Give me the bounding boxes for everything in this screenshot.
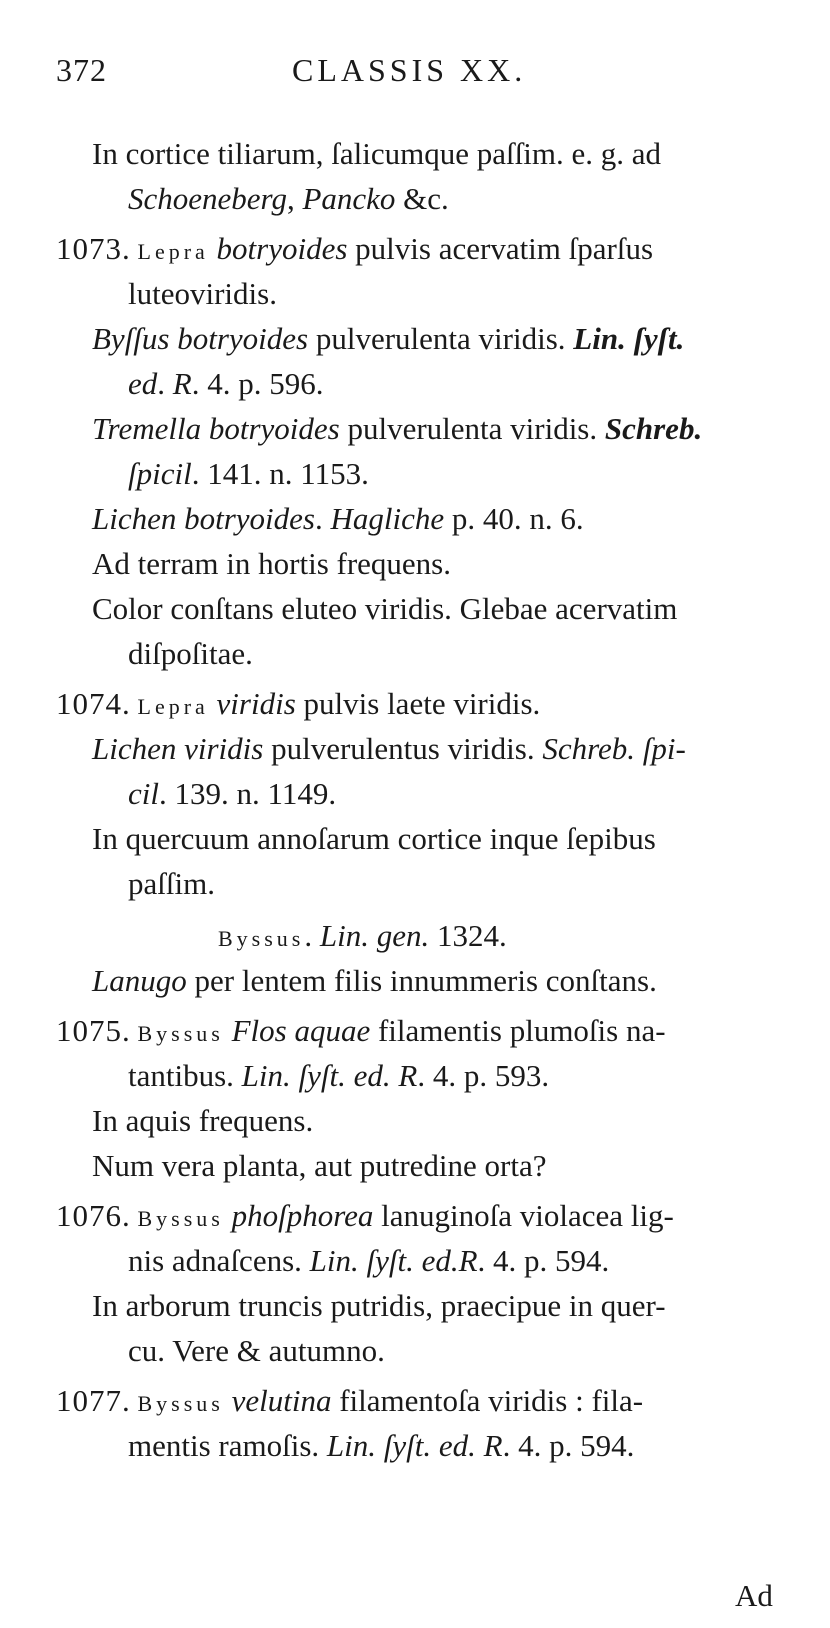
text-run: 1324. — [429, 918, 507, 953]
text-run: Flos aquae — [231, 1013, 371, 1048]
text-run: nis adnaſcens. — [128, 1243, 310, 1278]
text-run: diſpoſitae. — [128, 636, 253, 671]
text-run: pulvis laete viridis. — [295, 686, 541, 721]
text-run: 1075 — [56, 1013, 122, 1048]
text-line — [128, 1335, 385, 1366]
catchword: Ad — [735, 1578, 773, 1613]
text-line — [128, 278, 277, 309]
text-run: Byssus — [218, 926, 305, 951]
text-line — [128, 778, 336, 809]
text-run: mentis ramoſis. — [128, 1428, 327, 1463]
text-run: In quercuum annoſarum cortice inque ſepibus — [92, 821, 656, 856]
text-run: In aquis frequens. — [92, 1103, 314, 1138]
text-run: 1074 — [56, 686, 122, 721]
text-run: In cortice tiliarum, ſalicumque paſſim. e. g. ad — [92, 136, 662, 171]
text-run: . — [122, 1383, 138, 1418]
text-line — [92, 323, 684, 354]
text-run: . 4. p. 594. — [477, 1243, 610, 1278]
text-run: pulverulenta viridis. — [308, 321, 574, 356]
text-run: filamentoſa viridis : fila- — [331, 1383, 644, 1418]
text-run — [209, 686, 217, 721]
text-run: &c. — [395, 181, 449, 216]
text-run: paſſim. — [128, 866, 215, 901]
text-line — [56, 1015, 666, 1046]
text-run: In arborum truncis putridis, praecipue in quer- — [92, 1288, 666, 1323]
text-run: Num vera planta, aut putredine orta? — [92, 1148, 547, 1183]
text-run: tantibus. — [128, 1058, 242, 1093]
text-run: . — [304, 918, 320, 953]
text-run: . — [122, 686, 138, 721]
text-run: . 141. n. 1153. — [191, 456, 369, 491]
text-run: Lin. ſyſt. ed.R — [309, 1243, 478, 1278]
text-line — [56, 688, 540, 719]
text-run: Color conſtans eluteo viridis. Glebae acervatim — [92, 591, 678, 626]
text-run: . 4. p. 594. — [502, 1428, 635, 1463]
text-line — [92, 823, 656, 854]
text-line — [92, 1105, 313, 1136]
text-line — [92, 1290, 666, 1321]
text-run: luteoviridis. — [128, 276, 277, 311]
text-run: Byſſus botryoides — [92, 321, 309, 356]
text-line — [92, 733, 686, 764]
text-line — [92, 413, 702, 444]
text-run: Lin. ſyſt. ed. R — [326, 1428, 503, 1463]
text-run: Lichen botryoides — [92, 501, 315, 536]
text-run: Byssus — [137, 1021, 224, 1046]
text-run: Byssus — [137, 1391, 224, 1416]
text-line — [92, 965, 657, 996]
text-run: Schoeneberg — [128, 181, 287, 216]
text-run: pulverulentus viridis. — [263, 731, 543, 766]
text-run: Tremella botryoides — [92, 411, 340, 446]
text-run: cil — [128, 776, 159, 811]
text-run: Pancko — [302, 181, 396, 216]
text-run — [209, 231, 217, 266]
text-run: . — [122, 1198, 138, 1233]
text-line — [128, 638, 253, 669]
text-line — [128, 458, 369, 489]
text-run: Hagliche — [330, 501, 445, 536]
text-run — [224, 1198, 232, 1233]
text-run: pulvis acervatim ſparſus — [347, 231, 654, 266]
text-line — [56, 1385, 643, 1416]
text-run: . 4. p. 593. — [417, 1058, 550, 1093]
text-line — [128, 183, 449, 214]
text-line — [56, 233, 653, 264]
running-title: CLASSIS XX. — [292, 52, 527, 88]
text-line — [128, 1245, 609, 1276]
text-line — [92, 503, 584, 534]
text-run: Ad terram in hortis frequens. — [92, 546, 451, 581]
text-line — [92, 138, 661, 169]
text-line — [56, 1200, 674, 1231]
text-run: Lin. ſyſt. ed. R — [241, 1058, 418, 1093]
text-run: viridis — [216, 686, 296, 721]
text-run: Lepra — [137, 694, 209, 719]
text-run: velutina — [231, 1383, 332, 1418]
text-run: Lanugo — [92, 963, 187, 998]
text-run — [224, 1013, 232, 1048]
text-run: Schreb. ſpi- — [542, 731, 686, 766]
text-run: botryoides — [216, 231, 348, 266]
text-run — [224, 1383, 232, 1418]
text-line — [92, 1150, 546, 1181]
text-run: R — [172, 366, 192, 401]
text-run: . 139. n. 1149. — [159, 776, 337, 811]
text-run: pulverulenta viridis. — [339, 411, 605, 446]
text-line — [128, 868, 215, 899]
text-run: . — [122, 231, 138, 266]
text-run: cu. Vere & autumno. — [128, 1333, 385, 1368]
text-run: Lin. ſyſt. — [573, 321, 685, 356]
text-run: Byssus — [137, 1206, 224, 1231]
text-run: . — [122, 1013, 138, 1048]
text-line — [92, 593, 677, 624]
text-run: ed — [128, 366, 158, 401]
text-line — [92, 548, 451, 579]
text-run: p. 40. n. 6. — [444, 501, 584, 536]
text-run: Schreb. — [604, 411, 703, 446]
text-run: filamentis plumoſis na- — [370, 1013, 666, 1048]
page-number: 372 — [56, 52, 107, 88]
text-run: lanuginoſa violacea lig- — [373, 1198, 674, 1233]
text-run: . 4. p. 596. — [191, 366, 324, 401]
text-run: ſpicil — [128, 456, 192, 491]
text-line — [218, 920, 507, 951]
text-run: 1076 — [56, 1198, 122, 1233]
text-run: 1073 — [56, 231, 122, 266]
text-run: per lentem filis innummeris conſtans. — [186, 963, 657, 998]
text-run: phoſphorea — [231, 1198, 374, 1233]
page-header — [56, 52, 776, 100]
text-run: Lichen viridis — [92, 731, 264, 766]
text-run: , — [286, 181, 303, 216]
text-run: 1077 — [56, 1383, 122, 1418]
text-run: . — [157, 366, 173, 401]
text-run: Lepra — [137, 239, 209, 264]
text-run: Lin. gen. — [319, 918, 430, 953]
text-line — [128, 1430, 634, 1461]
text-line — [128, 368, 323, 399]
text-run: . — [315, 501, 331, 536]
text-line — [128, 1060, 549, 1091]
